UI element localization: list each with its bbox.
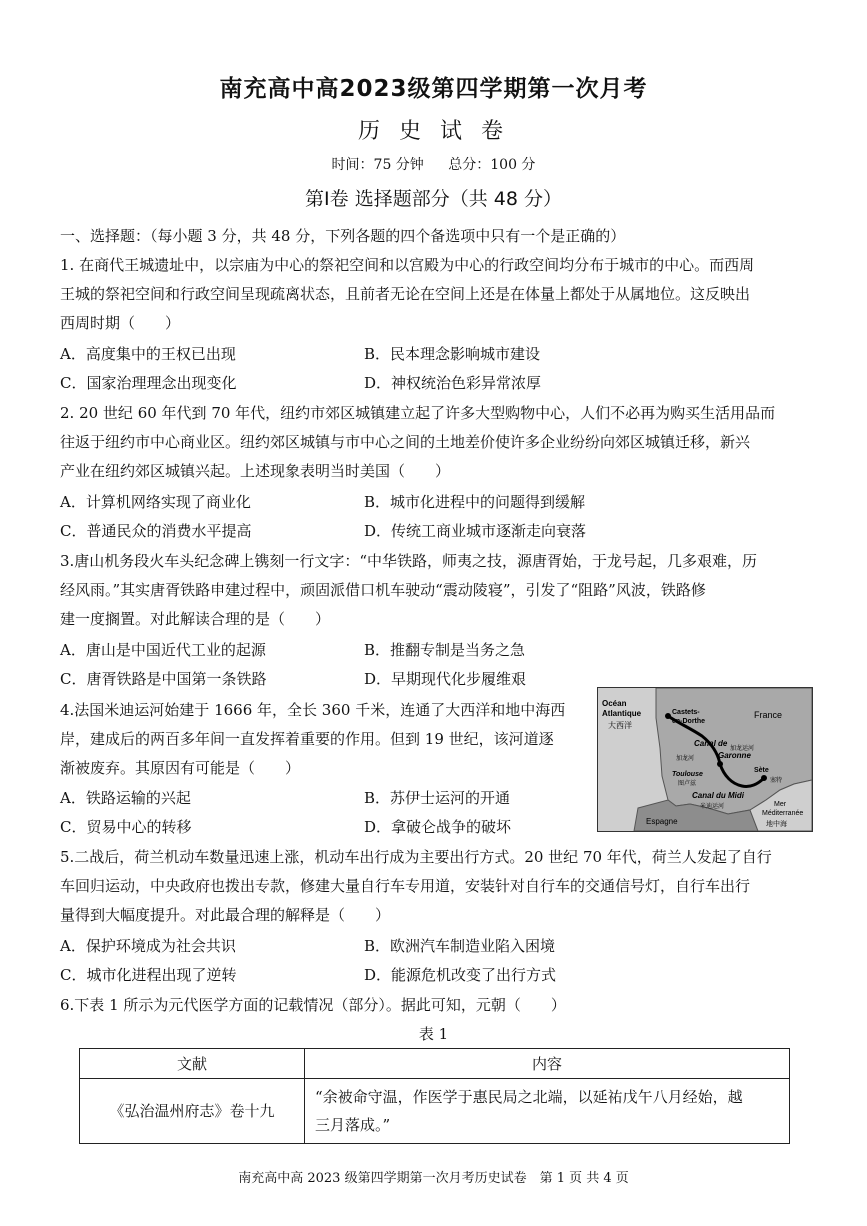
map-label: Garonne — [718, 751, 751, 760]
option-a[interactable]: A．计算机网络实现了商业化 — [60, 493, 251, 511]
option-b[interactable]: B．欧洲汽车制造业陷入困境 — [364, 937, 556, 955]
map-label: Castets- — [672, 709, 700, 716]
canal-map — [597, 687, 813, 832]
option-c[interactable]: C．唐胥铁路是中国第一条铁路 — [60, 670, 267, 688]
column-header: 文献 — [80, 1049, 305, 1079]
table-header-row — [80, 1049, 790, 1079]
sete-dot — [761, 775, 767, 781]
question-line: 往返于纽约市中心商业区。纽约郊区城镇与市中心之间的土地差价使许多企业纷纷向郊区城镇迁移，新兴 — [60, 433, 751, 451]
question-line: 1. 在商代王城遗址中，以宗庙为中心的祭祀空间和以宫殿为中心的行政空间均分布于城市的中心。而西周 — [60, 256, 755, 274]
question-line: 岸，建成后的两百多年间一直发挥着重要的作用。但到 19 世纪，该河道逐 — [60, 730, 554, 748]
question-line: 5.二战后，荷兰机动车数量迅速上涨，机动车出行成为主要出行方式。20 世纪 70 年代，荷兰人发起了自行 — [60, 848, 772, 866]
map-label: Mer — [774, 801, 787, 808]
map-label: 加龙运河 — [730, 745, 755, 752]
subject-title: 历 史 试 卷 — [358, 119, 509, 144]
option-a[interactable]: A．铁路运输的兴起 — [60, 789, 191, 807]
map-label: 塞特 — [770, 777, 783, 784]
map-label: Toulouse — [672, 771, 703, 778]
map-label: 图卢兹 — [678, 780, 697, 787]
option-c[interactable]: C．贸易中心的转移 — [60, 818, 192, 836]
option-d[interactable]: D．能源危机改变了出行方式 — [364, 966, 557, 984]
question-line: 量得到大幅度提升。对此最合理的解释是（ ） — [60, 906, 391, 924]
question-line: 渐被废弃。其原因有可能是（ ） — [60, 759, 301, 777]
option-d[interactable]: D．拿破仑战争的破坏 — [364, 818, 512, 836]
question-line: 经风雨。”其实唐胥铁路申建过程中，顽固派借口机车驶动“震动陵寝”，引发了“阻路”风波，铁路修 — [60, 581, 706, 599]
question-line: 6.下表 1 所示为元代医学方面的记载情况（部分）。据此可知，元朝（ ） — [60, 996, 566, 1014]
toulouse-dot — [717, 761, 723, 767]
option-c[interactable]: C．国家治理理念出现变化 — [60, 374, 237, 392]
time-limit: 时间：75 分钟 — [331, 157, 424, 173]
question-4 — [60, 696, 590, 783]
table-caption: 表 1 — [418, 1025, 449, 1043]
table-row — [80, 1079, 790, 1144]
exam-title: 南充高中高2023级第四学期第一次月考 — [219, 76, 648, 102]
option-a[interactable]: A．保护环境成为社会共识 — [60, 937, 236, 955]
castets-dot — [665, 713, 671, 719]
option-a[interactable]: A．唐山是中国近代工业的起源 — [60, 641, 266, 659]
map-label: 大西洋 — [608, 721, 632, 730]
option-d[interactable]: D．神权统治色彩异常浓厚 — [364, 374, 542, 392]
question-5 — [60, 843, 815, 930]
question-line: 车回归运动，中央政府也拨出专款，修建大量自行车专用道，安装针对自行车的交通信号灯，自行车出行 — [60, 877, 751, 895]
map-label: Méditerranée — [762, 810, 804, 817]
map-label: Canal de — [694, 739, 728, 748]
table-cell-source: 《弘治温州府志》卷十九 — [80, 1079, 305, 1144]
question-line: 产业在纽约郊区城镇兴起。上述现象表明当时美国（ ） — [60, 462, 451, 480]
page-footer: 南充高中高 2023 级第四学期第一次月考历史试卷 第 1 页 共 4 页 — [238, 1171, 629, 1186]
option-c[interactable]: C．普通民众的消费水平提高 — [60, 522, 252, 540]
option-b[interactable]: B．民本理念影响城市建设 — [364, 345, 541, 363]
content-line: “余被命守温，作医学于惠民局之北端，以延祐戊午八月经始，越 — [315, 1088, 743, 1106]
map-label: Atlantique — [602, 709, 642, 718]
map-label: 加龙河 — [676, 755, 695, 762]
option-b[interactable]: B．城市化进程中的问题得到缓解 — [364, 493, 586, 511]
canal-map-graphic — [598, 688, 812, 831]
map-label: Sète — [754, 767, 769, 774]
map-label: Canal du Midi — [692, 791, 744, 800]
question-line: 西周时期（ ） — [60, 314, 181, 332]
content-line: 三月落成。” — [315, 1116, 391, 1134]
records-table — [79, 1048, 790, 1144]
question-line: 王城的祭祀空间和行政空间呈现疏离状态，且前者无论在空间上还是在体量上都处于从属地位。这反映出 — [60, 285, 751, 303]
instructions: 一、选择题：（每小题 3 分，共 48 分，下列各题的四个备选项中只有一个是正确的） — [60, 227, 626, 245]
question-line: 3.唐山机务段火车头纪念碑上镌刻一行文字：“中华铁路，师夷之技，源唐胥始，于龙号起，几多艰难，历 — [60, 552, 757, 570]
question-2 — [60, 399, 815, 486]
section-title: 第Ⅰ卷 选择题部分（共 48 分） — [305, 188, 562, 210]
question-line: 建一度搁置。对此解读合理的是（ ） — [60, 610, 331, 628]
question-line: 2. 20 世纪 60 年代到 70 年代，纽约市郊区城镇建立起了许多大型购物中心，人们不必再为购买生活用品而 — [60, 404, 776, 422]
exam-meta — [0, 154, 867, 174]
map-label: 地中海 — [766, 820, 787, 828]
option-b[interactable]: B．苏伊士运河的开通 — [364, 789, 511, 807]
map-label: Espagne — [646, 817, 678, 826]
map-label: en-Dorthe — [672, 718, 706, 725]
map-label: France — [754, 710, 783, 720]
question-line: 4.法国米迪运河始建于 1666 年，全长 360 千米，连通了大西洋和地中海西 — [60, 701, 566, 719]
option-c[interactable]: C．城市化进程出现了逆转 — [60, 966, 237, 984]
map-label: 米迪运河 — [700, 803, 725, 810]
question-3 — [60, 547, 815, 634]
table-cell-content — [305, 1079, 790, 1144]
map-label: Océan — [602, 699, 627, 708]
option-d[interactable]: D．早期现代化步履维艰 — [364, 670, 527, 688]
option-d[interactable]: D．传统工商业城市逐渐走向衰落 — [364, 522, 587, 540]
question-6 — [60, 991, 815, 1020]
column-header: 内容 — [305, 1049, 790, 1079]
option-b[interactable]: B．推翻专制是当务之急 — [364, 641, 526, 659]
question-1 — [60, 251, 815, 338]
total-score: 总分：100 分 — [448, 157, 536, 173]
option-a[interactable]: A．高度集中的王权已出现 — [60, 345, 236, 363]
